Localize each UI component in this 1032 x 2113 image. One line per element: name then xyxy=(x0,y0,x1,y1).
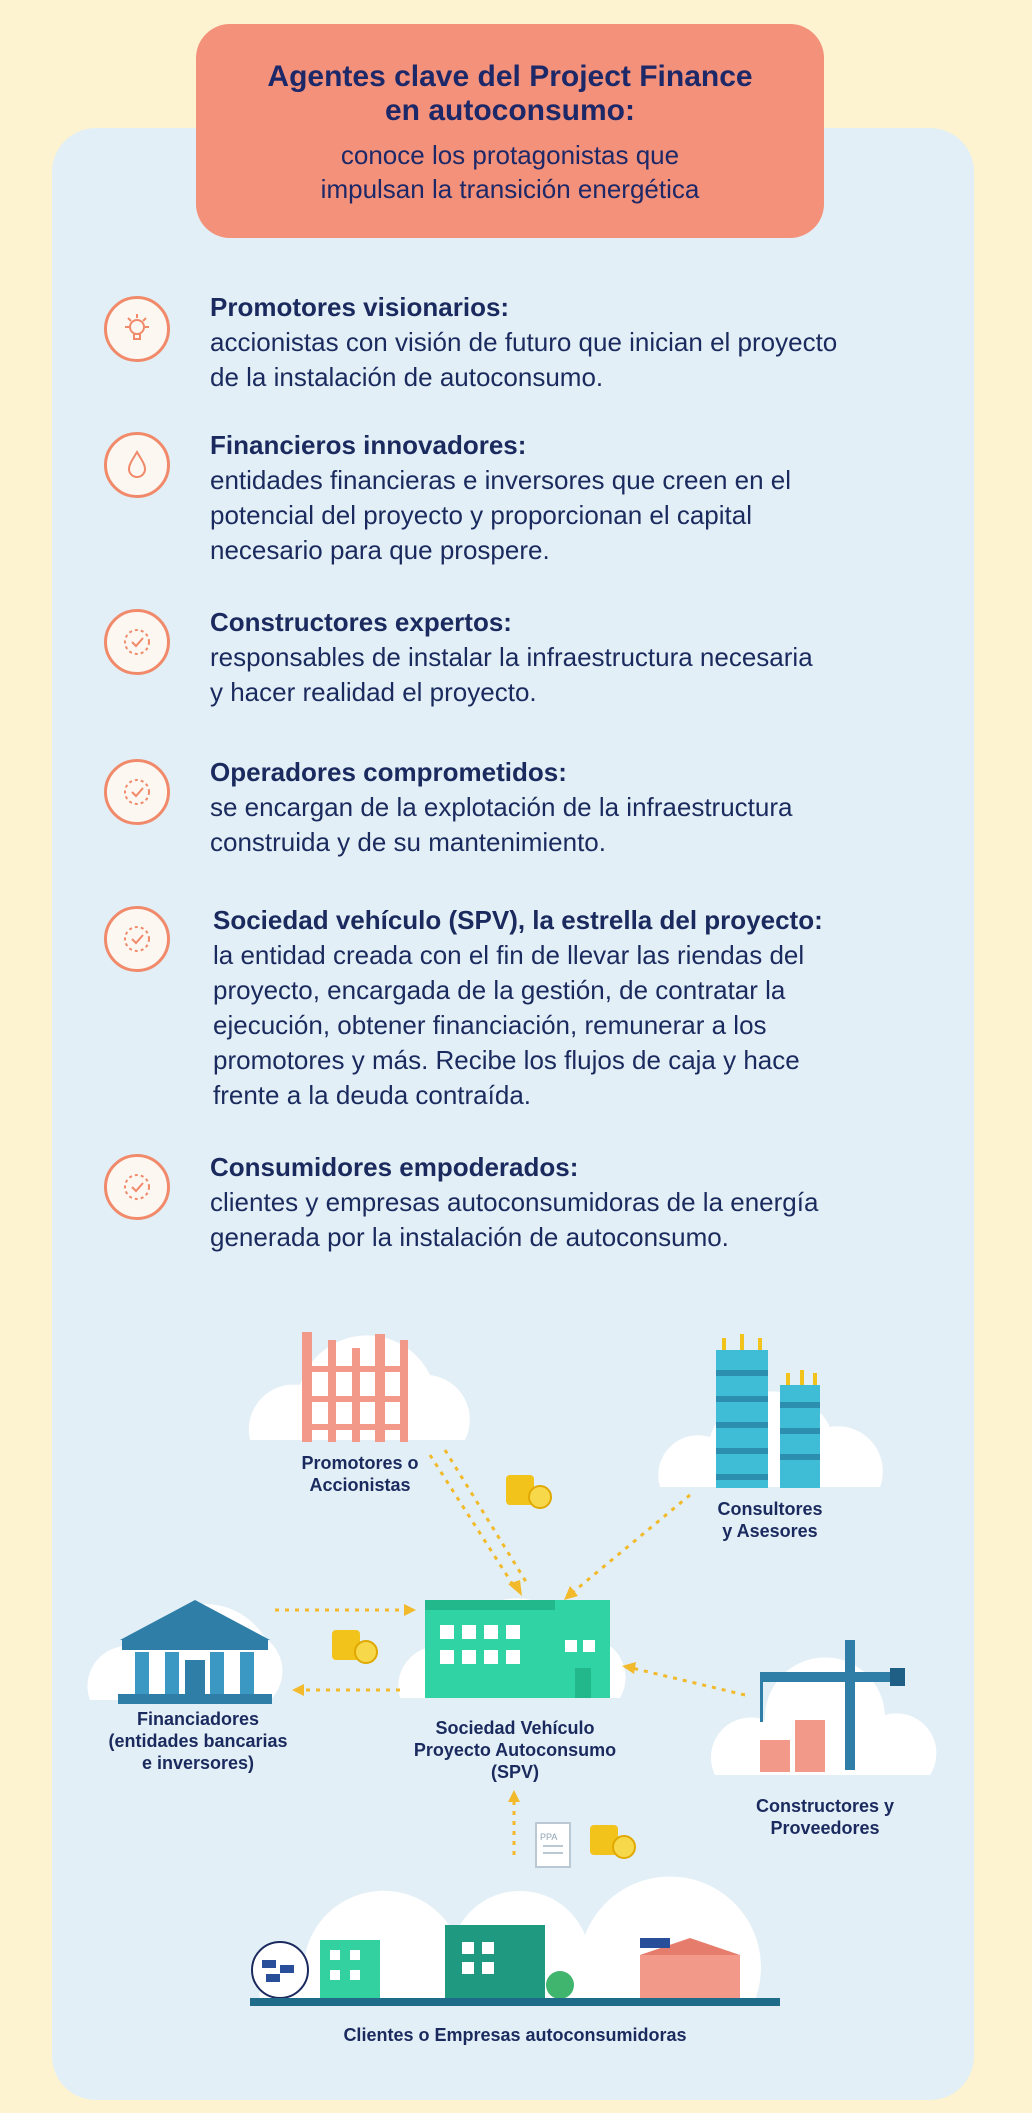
agent-desc-line: promotores y más. Recibe los flujos de caja y hace xyxy=(213,1045,800,1075)
promotores-label: Promotores o Accionistas xyxy=(301,1453,419,1495)
spv-label: Sociedad Vehículo Proyecto Autoconsumo (SPV) xyxy=(413,1718,617,1782)
ppa-label: PPA xyxy=(540,1832,558,1842)
agent-desc-line: necesario para que prospere. xyxy=(210,535,550,565)
agent-title: Operadores comprometidos: xyxy=(210,757,567,787)
header-subtitle-line2: impulsan la transición energética xyxy=(320,174,700,204)
agent-title: Consumidores empoderados: xyxy=(210,1152,579,1182)
header-subtitle-line1: conoce los protagonistas que xyxy=(340,140,680,170)
agent-title: Constructores expertos: xyxy=(210,607,512,637)
agent-desc-line: la entidad creada con el fin de llevar las riendas del xyxy=(213,940,805,970)
clientes-label: Clientes o Empresas autoconsumidoras xyxy=(343,2025,687,2045)
agent-desc-line: y hacer realidad el proyecto. xyxy=(210,677,537,707)
constructores-label: Constructores y Proveedores xyxy=(755,1796,895,1838)
agent-desc-line: frente a la deuda contraída. xyxy=(213,1080,532,1110)
consultores-label: Consultores y Asesores xyxy=(717,1499,823,1541)
financiadores-label: Financiadores (entidades bancarias e inversores) xyxy=(108,1709,288,1773)
agent-desc-line: de la instalación de autoconsumo. xyxy=(210,362,604,392)
agent-desc-line: accionistas con visión de futuro que inician el proyecto xyxy=(210,327,838,357)
agent-desc-line: potencial del proyecto y proporcionan el capital xyxy=(210,500,753,530)
ppa-document-icon xyxy=(536,1823,570,1867)
agent-desc-line: clientes y empresas autoconsumidoras de la energía xyxy=(210,1187,819,1217)
agent-title: Financieros innovadores: xyxy=(210,430,527,460)
coin-icon xyxy=(332,1630,377,1663)
agent-desc-line: construida y de su mantenimiento. xyxy=(210,827,606,857)
agent-desc-line: ejecución, obtener financiación, remunerar a los xyxy=(213,1010,767,1040)
agent-title: Promotores visionarios: xyxy=(210,292,510,322)
agent-title: Sociedad vehículo (SPV), la estrella del proyecto: xyxy=(213,905,823,935)
agent-desc-line: se encargan de la explotación de la infraestructura xyxy=(210,792,793,822)
agent-desc-line: entidades financieras e inversores que creen en el xyxy=(210,465,792,495)
coin-icon xyxy=(590,1825,635,1858)
agent-desc-line: responsables de instalar la infraestructura necesaria xyxy=(210,642,813,672)
coin-icon xyxy=(506,1475,551,1508)
consultores-towers-icon xyxy=(716,1334,820,1488)
agent-desc-line: generada por la instalación de autoconsumo. xyxy=(210,1222,729,1252)
spv-building-icon xyxy=(425,1600,610,1698)
header-title-line1: Agentes clave del Project Finance xyxy=(267,60,753,93)
header-title-line2: en autoconsumo: xyxy=(384,94,635,127)
agent-desc-line: proyecto, encargada de la gestión, de contratar la xyxy=(213,975,786,1005)
